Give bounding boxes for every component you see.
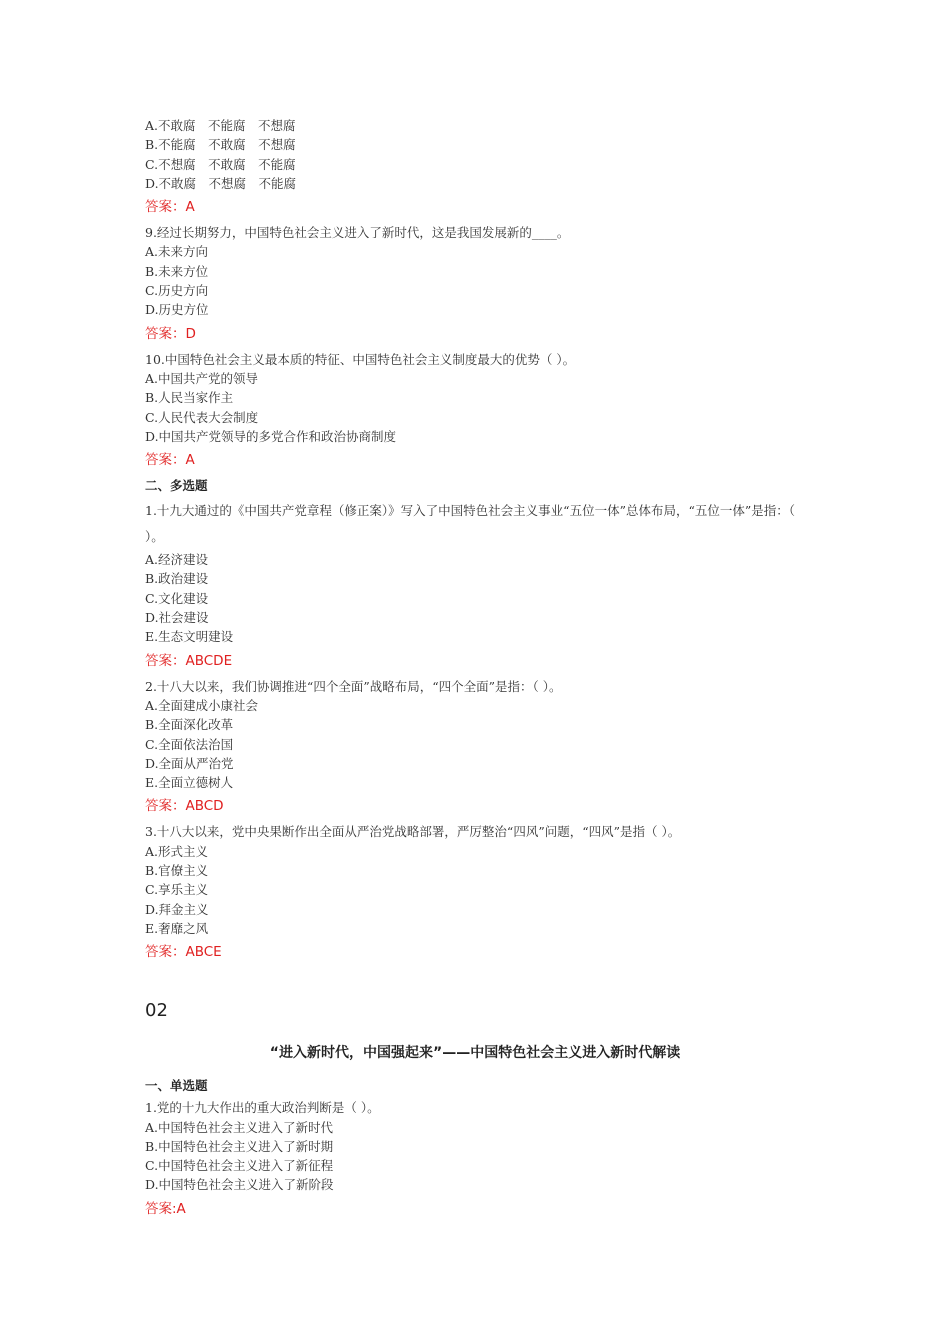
option-a: A.全面建成小康社会	[145, 697, 259, 713]
part-title: “进入新时代，中国强起来”——中国特色社会主义进入新时代解读	[269, 1045, 681, 1062]
answer: 答案：ABCE	[145, 944, 222, 961]
option-b: B.中国特色社会主义进入了新时期	[145, 1138, 334, 1154]
multi-question-block-1	[145, 498, 815, 670]
option-c: C.全面依法治国	[145, 736, 234, 752]
option-e: E.生态文明建设	[145, 629, 234, 645]
question-text: 3.十八大以来，党中央果断作出全面从严治党战略部署，严厉整治“四风”问题，“四风”是指（ ）。	[145, 824, 681, 840]
option-b: B.未来方位	[145, 263, 209, 279]
option-c: C.人民代表大会制度	[145, 409, 259, 425]
option-a: A.中国特色社会主义进入了新时代	[145, 1119, 334, 1135]
answer: 答案:A	[145, 1200, 186, 1217]
option-c: C.历史方向	[145, 283, 209, 299]
option-d: D.中国共产党领导的多党合作和政治协商制度	[145, 428, 397, 444]
answer: 答案：ABCD	[145, 798, 224, 815]
answer: 答案：ABCDE	[145, 652, 233, 669]
option-a: A.中国共产党的领导	[145, 370, 259, 386]
question-text: 1.十九大通过的《中国共产党章程（修正案）》写入了中国特色社会主义事业“五位一体”总体布局，“五位一体”是指：（ ）。	[145, 503, 795, 545]
option-c: C.不想腐 不敢腐 不能腐	[145, 156, 296, 172]
option-d: D.中国特色社会主义进入了新阶段	[145, 1177, 334, 1193]
document-page	[145, 116, 815, 1225]
answer: 答案：A	[145, 199, 195, 216]
option-c: C.中国特色社会主义进入了新征程	[145, 1158, 334, 1174]
option-c: C.文化建设	[145, 590, 209, 606]
option-b: B.政治建设	[145, 571, 209, 587]
part-number: 02	[145, 1000, 168, 1022]
answer: 答案：D	[145, 325, 196, 342]
option-c: C.享乐主义	[145, 882, 209, 898]
question-text: 1.党的十九大作出的重大政治判断是（ ）。	[145, 1100, 380, 1116]
answer: 答案：A	[145, 452, 195, 469]
option-d: D.历史方位	[145, 302, 209, 318]
option-b: B.人民当家作主	[145, 390, 234, 406]
option-d: D.不敢腐 不想腐 不能腐	[145, 175, 297, 191]
section-heading-multiple-choice: 二、多选题	[145, 478, 208, 494]
question-block-8	[145, 116, 815, 217]
option-d: D.社会建设	[145, 610, 209, 626]
section-heading-single-choice: 一、单选题	[145, 1078, 208, 1094]
question-text: 2.十八大以来，我们协调推进“四个全面”战略布局，“四个全面”是指：（ ）。	[145, 678, 562, 694]
question-block-9	[145, 223, 815, 343]
option-a: A.形式主义	[145, 843, 209, 859]
option-a: A.经济建设	[145, 552, 209, 568]
option-d: D.拜金主义	[145, 901, 209, 917]
multi-question-block-3	[145, 822, 815, 962]
option-e: E.奢靡之风	[145, 920, 209, 936]
multi-question-block-2	[145, 677, 815, 817]
question-text: 9.经过长期努力，中国特色社会主义进入了新时代，这是我国发展新的____。	[145, 225, 570, 241]
option-b: B.官僚主义	[145, 863, 209, 879]
question-block-10	[145, 350, 815, 470]
option-a: A.不敢腐 不能腐 不想腐	[145, 118, 296, 133]
option-d: D.全面从严治党	[145, 755, 234, 771]
option-e: E.全面立德树人	[145, 775, 234, 791]
question-text: 10.中国特色社会主义最本质的特征、中国特色社会主义制度最大的优势（ ）。	[145, 351, 576, 367]
part2-question-block-1	[145, 1098, 815, 1218]
option-b: B.不能腐 不敢腐 不想腐	[145, 137, 296, 153]
option-b: B.全面深化改革	[145, 717, 234, 733]
option-a: A.未来方向	[145, 244, 209, 260]
